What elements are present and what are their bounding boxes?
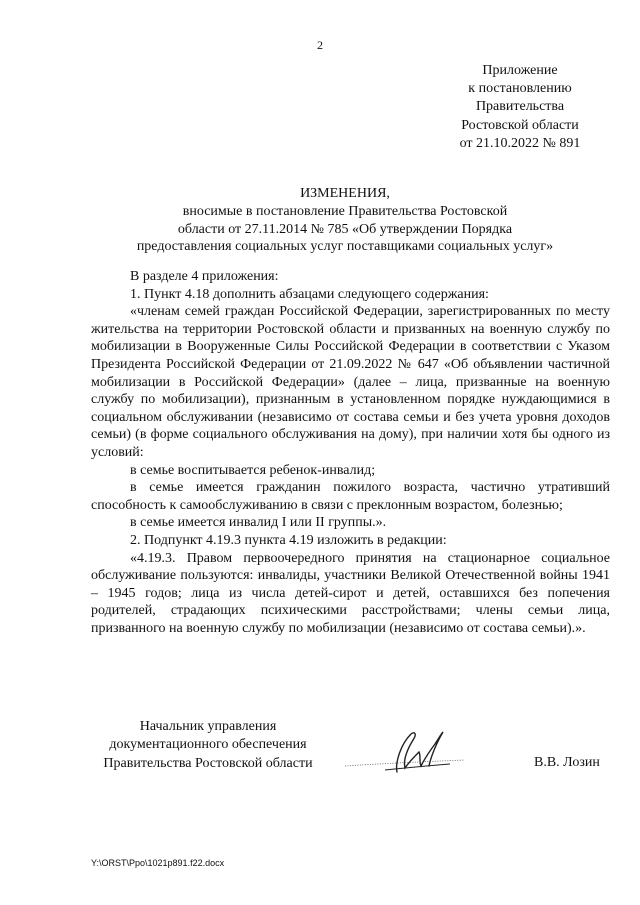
position-line: документационного обеспечения	[109, 737, 307, 753]
body-paragraph: 1. Пункт 4.18 дополнить абзацами следующего содержания:	[130, 286, 489, 302]
annex-line: Правительства	[475, 99, 565, 115]
document-title	[60, 185, 630, 256]
annex-header	[430, 62, 610, 153]
body-paragraph: В разделе 4 приложения:	[130, 269, 279, 284]
body-paragraph: «членам семей граждан Российской Федерации, зарегистрированных по месту жительства на территории Ростовской области и призванных на военную службу по мобилизации в Вооруженные Силы Российской Федерации в соответствии с Указом Президента Российской Федерации от 21.09.2022 № 647 «Об объявлении частичной мобилизации в Российской Федерации» (далее – лица, призванные на военную службу по мобилизации), признанным в установленном порядке нуждающимися в социальном обслуживании (независимо от состава семьи и без учета уровня доходов семьи) (в форме социального обслуживания на дому), при наличии хотя бы одного из условий:	[91, 304, 610, 460]
signatory-name: В.В. Лозин	[534, 755, 600, 770]
title-line: предоставления социальных услуг поставщиками социальных услуг»	[136, 239, 554, 255]
title-heading: ИЗМЕНЕНИЯ,	[300, 186, 390, 201]
title-line: области от 27.11.2014 № 785 «Об утверждении Порядка	[177, 221, 513, 237]
page-number: 2	[317, 38, 323, 52]
annex-line: Приложение	[482, 63, 558, 78]
handwritten-signature	[325, 722, 475, 782]
signatory-position	[88, 718, 328, 773]
position-line: Начальник управления	[139, 719, 277, 734]
annex-line: от 21.10.2022 № 891	[459, 135, 581, 151]
body-paragraph: 2. Подпункт 4.19.3 пункта 4.19 изложить в редакции:	[130, 532, 447, 548]
body-paragraph: в семье имеется инвалид I или II группы.».	[130, 515, 387, 531]
file-path: Y:\ORST\Ppo\1021p891.f22.docx	[91, 858, 225, 868]
body-paragraph: «4.19.3. Правом первоочередного принятия на стационарное социальное обслуживание пользуются: инвалиды, участники Великой Отечественной войны 1941 – 1945 годов; лица из числа детей-сирот и детей, оставшихся без попечения родителей, страдающих психическими расстройствами; члены семьи лица, призванного на военную службу по мобилизации (независимо от состава семьи).».	[91, 550, 610, 636]
body-paragraph: в семье воспитывается ребенок-инвалид;	[130, 462, 376, 478]
document-body	[91, 268, 610, 637]
title-line: вносимые в постановление Правительства Ростовской	[182, 203, 508, 219]
annex-line: к постановлению	[468, 81, 572, 97]
body-paragraph: в семье имеется гражданин пожилого возраста, частично утративший способность к самообслуживанию в связи с преклонным возрастом, болезнью;	[91, 480, 610, 513]
annex-line: Ростовской области	[461, 117, 579, 133]
position-line: Правительства Ростовской области	[103, 755, 313, 771]
